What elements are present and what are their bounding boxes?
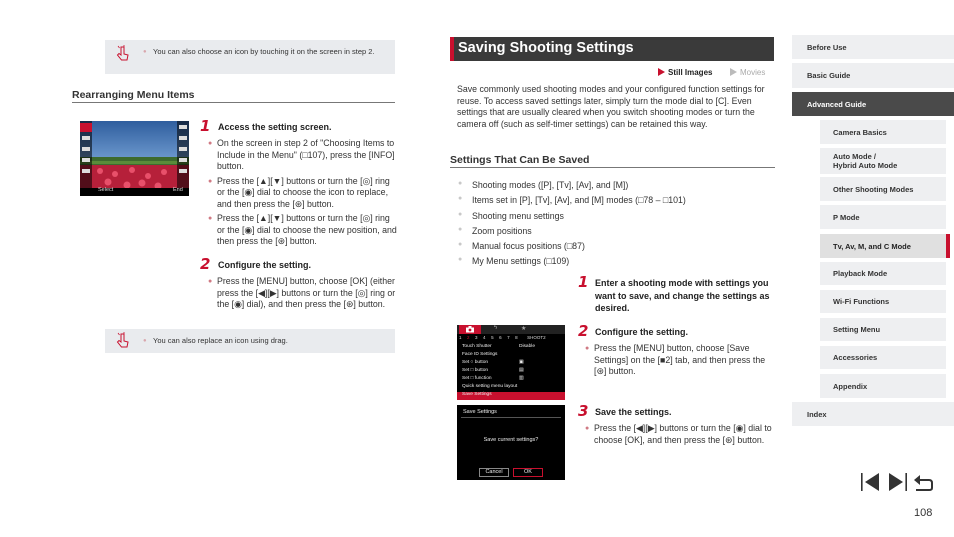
tip-box-top (105, 40, 395, 74)
rearrange-step-1-bullet: ● Press the [▲][▼] buttons or turn the [◎] ring or the [◉] dial to choose the new position, and then press the [⊛] button. (208, 213, 398, 248)
movies-tag (730, 68, 765, 77)
confirm-title: Save Settings (463, 409, 497, 415)
tip-bottom-text: ● You can also replace an icon using drag. (143, 335, 387, 347)
tab-number: 7 (507, 335, 510, 340)
menu-row (457, 352, 565, 360)
nav-index[interactable]: Index (792, 402, 954, 426)
menu-row-value: ▣ (519, 360, 524, 365)
nav-wifi-functions[interactable]: Wi-Fi Functions (820, 290, 946, 313)
hand-pointer-icon (113, 44, 133, 64)
saving-step-3-title: Save the settings. (595, 407, 672, 417)
saving-step-3-bullet: ● Press the [◀][▶] buttons or turn the [◉] dial to choose [OK], and then press the [⊛] button. (585, 423, 775, 446)
confirm-divider (461, 417, 561, 418)
return-icon[interactable] (911, 471, 935, 493)
can-save-item: ● Zoom positions (458, 226, 778, 241)
menu-row-label: Set □ function (462, 376, 492, 381)
saving-step-2-bullet: ● Press the [MENU] button, choose [Save Settings] on the [■2] tab, and then press the [⊛] button. (585, 343, 775, 378)
menu-row (457, 384, 565, 392)
section-title: Saving Shooting Settings (458, 40, 634, 56)
nav-auto-mode-line2: Hybrid Auto Mode (833, 161, 898, 170)
nav-setting-menu[interactable]: Setting Menu (820, 318, 946, 341)
rearrange-step-1-bullet: ● Press the [▲][▼] buttons or turn the [◎] ring or the [◉] dial to choose the icon to replace, and then press the [⊛] button. (208, 176, 398, 211)
shooting-menu-screen (457, 325, 565, 400)
nav-before-use[interactable]: Before Use (792, 35, 954, 59)
can-save-rule (450, 167, 775, 168)
tab-number: 3 (475, 335, 478, 340)
can-save-item: ● Shooting menu settings (458, 211, 778, 226)
flower-field-photo (80, 121, 189, 196)
tab-number: 2 (467, 335, 470, 340)
still-images-tag (658, 68, 712, 77)
menu-row-label: Set □ button (462, 368, 489, 373)
nav-camera-basics[interactable]: Camera Basics (820, 120, 946, 144)
ok-button[interactable]: OK (513, 468, 543, 477)
section-title-bar (450, 37, 774, 61)
saving-step-2-title: Configure the setting. (595, 327, 688, 337)
tip-top-text: ● You can also choose an icon by touching it on the screen in step 2. (143, 46, 387, 58)
menu-tab-numbers (459, 335, 565, 342)
tip-box-bottom (105, 329, 395, 353)
rearranging-rule (72, 102, 395, 103)
saving-step-3-number: 3 (578, 402, 589, 420)
rearrange-step-2-bullet: ● Press the [MENU] button, choose [OK] (either press the [◀][▶] buttons or turn the [◎] ring or the [◉] dial), and then press the [⊛] button. (208, 276, 398, 311)
menu-row-label: Set ○ button (462, 360, 489, 365)
menu-row-value: Disable (519, 344, 535, 349)
can-save-item: ● Manual focus positions (□87) (458, 241, 778, 256)
tab-number: 1 (459, 335, 462, 340)
saving-step-1-number: 1 (578, 273, 589, 291)
star-tab-icon: ★ (521, 326, 527, 332)
tab-number: 5 (491, 335, 494, 340)
menu-row-value: ▥ (519, 376, 524, 381)
can-save-list (458, 180, 778, 272)
nav-tv-av-m-c-mode[interactable]: Tv, Av, M, and C Mode (820, 234, 950, 258)
nav-auto-mode-line1: Auto Mode / (833, 152, 876, 161)
nav-advanced-guide[interactable]: Advanced Guide (792, 92, 954, 116)
rearrange-step-1-bullets (208, 138, 398, 251)
cancel-button[interactable]: Cancel (479, 468, 509, 477)
previous-page-icon[interactable] (859, 471, 883, 493)
can-save-heading: Settings That Can Be Saved (450, 154, 590, 166)
menu-row (457, 360, 565, 368)
menu-row-selected (457, 392, 565, 400)
menu-rows (457, 344, 565, 400)
can-save-item: ● Shooting modes ([P], [Tv], [Av], and [M]) (458, 180, 778, 195)
menu-row-label: Touch Shutter (462, 344, 492, 349)
play-triangle-icon (658, 68, 665, 76)
still-images-label: Still Images (668, 68, 713, 77)
menu-row-label: Face ID Settings (462, 352, 498, 357)
rearranging-heading: Rearranging Menu Items (72, 89, 195, 101)
screen-end-label: End (173, 187, 183, 193)
rearrange-step-2-number: 2 (200, 255, 211, 273)
wifi-tab-icon: ϟ (494, 325, 498, 331)
confirm-question: Save current settings? (483, 437, 539, 443)
chapter-nav (792, 0, 954, 430)
menu-row (457, 344, 565, 352)
movies-label: Movies (740, 68, 766, 77)
camera-icon (466, 326, 474, 333)
next-page-icon[interactable] (885, 471, 909, 493)
saving-step-2-bullets (585, 343, 775, 381)
menu-row (457, 376, 565, 384)
saving-step-2-number: 2 (578, 322, 589, 340)
menu-row (457, 368, 565, 376)
nav-basic-guide[interactable]: Basic Guide (792, 63, 954, 88)
rearrange-step-2-bullets (208, 276, 398, 314)
nav-auto-mode[interactable] (820, 148, 946, 174)
rearrange-step-1-bullet: ● On the screen in step 2 of "Choosing Items to Include in the Menu" (□107), press the [INFO] button. (208, 138, 398, 173)
rearrange-camera-screen (80, 121, 189, 196)
nav-playback-mode[interactable]: Playback Mode (820, 262, 946, 285)
rearrange-step-1-number: 1 (200, 117, 211, 135)
page-number: 108 (914, 507, 933, 519)
menu-row-value: ▤ (519, 368, 524, 373)
play-triangle-icon (730, 68, 737, 76)
screen-select-label: Select (98, 187, 114, 193)
menu-row-label: Save Settings (462, 392, 492, 397)
nav-appendix[interactable]: Appendix (820, 374, 946, 398)
tab-number: 6 (499, 335, 502, 340)
rearrange-step-1-title: Access the setting screen. (218, 122, 332, 132)
hand-pointer-icon (113, 331, 133, 351)
can-save-item: ● My Menu settings (□109) (458, 256, 778, 271)
save-confirm-screen (457, 405, 565, 480)
saving-step-3-bullets (585, 423, 775, 449)
menu-row-label: Quick setting menu layout (462, 384, 518, 389)
nav-accessories[interactable]: Accessories (820, 346, 946, 369)
saving-intro: Save commonly used shooting modes and your configured function settings for reuse. To access saved settings later, simply turn the mode dial to [C]. Even settings that are usually cleared when you switch shooting modes or turn the camera off (such as self-timer settings) can be retained this way. (457, 84, 765, 129)
nav-p-mode[interactable]: P Mode (820, 205, 946, 229)
tab-number: 8 (515, 335, 518, 340)
tab-code: SHOOT2 (527, 335, 546, 340)
can-save-item: ● Items set in [P], [Tv], [Av], and [M] modes (□78 – □101) (458, 195, 778, 210)
nav-other-shooting-modes[interactable]: Other Shooting Modes (820, 177, 946, 201)
rearrange-step-2-title: Configure the setting. (218, 260, 311, 270)
tab-number: 4 (483, 335, 486, 340)
saving-step-1-title: Enter a shooting mode with settings you want to save, and change the settings as desired. (595, 278, 770, 313)
